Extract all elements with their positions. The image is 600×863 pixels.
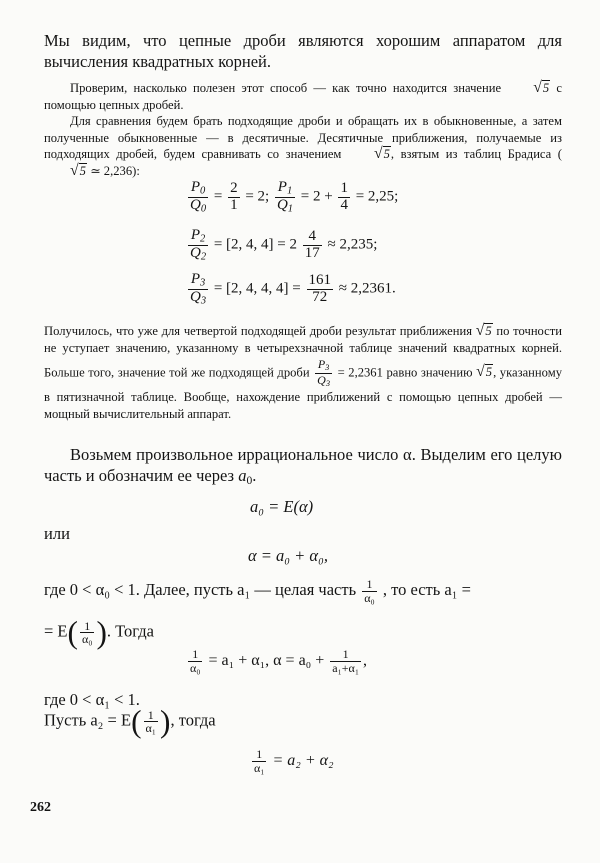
equation-reciprocal-1: $\frac{1}{\text{α₀}}$ = a₁ + α₁, α = a₀ + $\frac{1}{\text{a₁+α₁}}$ , (190, 647, 368, 675)
result-paragraph: Получилось, что уже для четвертой подходящей дроби результат приближения √5 по точности не уступает значению, указанному в четырехзначной таблице значений квадратных корней. Больше того, значение той же подходящей дроби $\frac{P_3}{Q_3}$ = 2,2361 равно значению √5, указанному в пятизначной таблице. Вообще, нахождение приближений с помощью цепных дробей — мощный вычислительный аппарат. (44, 322, 562, 422)
equation-reciprocal-2: $\frac{1}{\text{α₁}}$ = a₂ + α₂ (254, 747, 334, 775)
irrational-paragraph: Возьмем произвольное иррациональное число α. Выделим его целую часть и обозначим ее через $a_0$. (44, 445, 562, 487)
compare-paragraph: Для сравнения будем брать подходящие дроби и обращать их в обыкновенные, а затем полученные обыкновенные — в десятичные. Десятичные приближения, получаемые из подходящих дробей, будем сравнивать со значением √5, взятым из таблиц Брадиса (√5 ≃ 2,236): (44, 114, 562, 179)
sqrt-five: √5 (533, 79, 550, 96)
sqrt-five: √5 (373, 145, 390, 163)
definition-a2: Пусть a₂ = E( $\frac{1}{\text{α₁}}$ ), тогда (44, 704, 216, 739)
condition-line: где 0 < α₁ < 1. (44, 690, 140, 709)
or-word: или (44, 524, 70, 543)
equation-alpha: α = a₀ + α₀, (248, 546, 328, 565)
convergents-equation-1: $\frac{P_0}{Q_0}$ = $\frac{2}{1}$ = 2; $\frac{P_1}{Q_1}$ = 2 + $\frac{1}{4}$ = 2,25; (190, 179, 399, 215)
equation-a0: a₀ = E(α) (250, 497, 314, 516)
page-number: 262 (30, 800, 51, 815)
convergents-equation-2: $\frac{P_2}{Q_2}$ = [2, 4, 4] = 2 $\frac{4}{17}$ ≈ 2,235; (190, 227, 378, 263)
sqrt-five: √5 (70, 161, 86, 179)
intro-paragraph: Мы видим, что цепные дроби являются хорошим аппаратом для вычисления квадратных корней. (44, 31, 562, 71)
check-paragraph: Проверим, насколько полезен этот способ — как точно находится значение √5 с помощью цепных дробей. (44, 79, 562, 112)
definition-line-2: = E( $\frac{1}{\text{α₀}}$ ). Тогда (44, 615, 154, 650)
sqrt-five: √5 (476, 363, 493, 381)
convergents-equation-3: $\frac{P_3}{Q_3}$ = [2, 4, 4, 4] = $\frac{161}{72}$ ≈ 2,2361. (190, 271, 396, 307)
definition-line-1: где 0 < α₀ < 1. Далее, пусть a₁ — целая часть $\frac{1}{\text{α₀}}$ , то есть a₁ = (44, 577, 471, 605)
sqrt-five: √5 (475, 322, 492, 339)
